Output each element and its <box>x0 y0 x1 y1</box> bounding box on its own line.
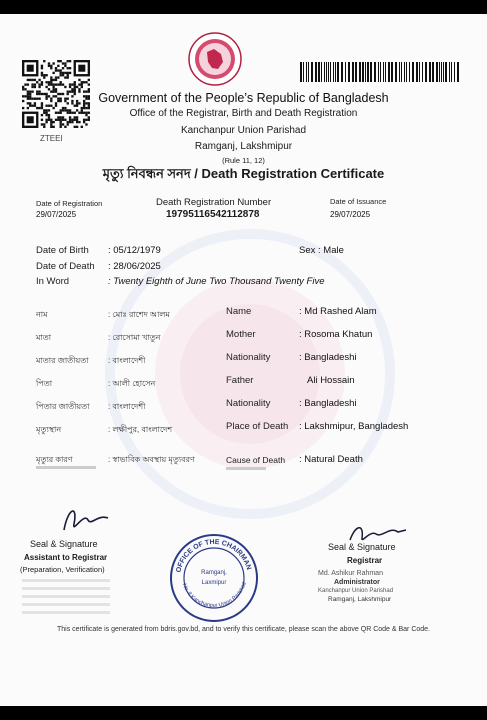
row-mother-nationality-label: Nationality <box>226 352 271 363</box>
right-place: Ramganj, Lakshmipur <box>328 596 392 603</box>
row-cause-bn-label: মৃত্যুর কারণ <box>36 455 73 464</box>
left-note: (Preparation, Verification) <box>20 565 105 574</box>
union-heading: Kanchanpur Union Parishad <box>180 125 307 136</box>
faint-sub-note <box>226 467 266 470</box>
dob-label: Date of Birth <box>36 245 89 256</box>
footer-note: This certificate is generated from bdris.gov.bd, and to verify this certificate, please scan the above QR Code & Bar Code. <box>57 626 430 633</box>
qr-caption: ZTEEI <box>40 134 63 143</box>
row-mother-bn-value: : রোসোমা খাতুন <box>108 333 161 342</box>
row-father-nationality-value: : Bangladeshi <box>299 398 357 409</box>
official-seal-icon <box>168 532 260 624</box>
registration-number-value: 19795116542112878 <box>166 209 260 220</box>
row-father-nationality-bn-value: : বাংলাদেশী <box>108 402 146 411</box>
government-heading: Government of the People’s Republic of Bangladesh <box>98 91 389 105</box>
seal-line-2: Laxmipur <box>201 580 227 586</box>
right-role: Registrar <box>347 556 383 565</box>
row-father-nationality-label: Nationality <box>226 398 271 409</box>
certificate-page <box>0 14 487 706</box>
rule-reference: (Rule 11, 12) <box>222 156 265 165</box>
sex-value: Sex : Male <box>299 245 344 256</box>
row-name-value: : Md Rashed Alam <box>299 306 377 317</box>
row-cause-bn-value: : স্বাভাবিক অবস্থায় মৃত্যুবরণ <box>108 455 195 464</box>
row-cause-value: : Natural Death <box>299 454 363 465</box>
row-name-bn-value: : মোঃ রাশেদ আলম <box>108 310 170 319</box>
faint-sub-note <box>36 466 96 469</box>
certificate-title: মৃত্যু নিবন্ধন সনদ / Death Registration Certificate <box>102 166 385 181</box>
registration-date-label: Date of Registration <box>36 199 103 208</box>
government-emblem-icon <box>188 32 242 86</box>
left-signature-icon <box>58 502 114 538</box>
office-heading: Office of the Registrar, Birth and Death Registration <box>129 108 358 119</box>
row-cause-label: Cause of Death <box>226 455 286 465</box>
row-name-bn-label: নাম <box>36 310 48 319</box>
row-place-bn-value: : লক্ষীপুর, বাংলাদেশ <box>108 425 173 434</box>
row-mother-nationality-value: : Bangladeshi <box>299 352 357 363</box>
row-father-label: Father <box>226 375 254 386</box>
dod-value: : 28/06/2025 <box>108 261 161 272</box>
right-union: Kanchanpur Union Parishad <box>318 588 394 594</box>
row-place-bn-label: মৃত্যুস্থান <box>36 425 62 434</box>
row-father-bn-value: : আলী হোসেন <box>108 379 156 388</box>
left-seal-label: Seal & Signature <box>30 539 98 549</box>
faded-stamp-text <box>22 579 110 619</box>
seal-ring-bottom-text: No. 8 Kanchanpur Union Parishad <box>180 581 248 609</box>
barcode-icon <box>300 62 462 82</box>
row-father-value: Ali Hossain <box>307 375 355 386</box>
row-father-bn-label: পিতা <box>36 379 53 388</box>
row-mother-nationality-bn-label: মাতার জাতীয়তা <box>36 356 89 365</box>
dob-value: : 05/12/1979 <box>108 245 161 256</box>
registration-date-value: 29/07/2025 <box>36 210 77 219</box>
inword-label: In Word <box>36 276 70 287</box>
row-mother-value: : Rosoma Khatun <box>299 329 373 340</box>
dod-label: Date of Death <box>36 261 95 272</box>
registration-number-label: Death Registration Number <box>156 197 272 208</box>
row-mother-bn-label: মাতা <box>36 333 52 342</box>
row-father-nationality-bn-label: পিতার জাতীয়তা <box>36 402 90 411</box>
issuance-date-value: 29/07/2025 <box>330 210 371 219</box>
row-mother-label: Mother <box>226 329 256 340</box>
issuance-date-label: Date of Issuance <box>330 197 387 206</box>
seal-ring-text: OFFICE OF THE CHAIRMAN <box>175 538 252 574</box>
inword-value: : Twenty Eighth of June Two Thousand Twenty Five <box>108 276 325 287</box>
row-name-label: Name <box>226 306 252 317</box>
left-role: Assistant to Registrar <box>24 553 108 562</box>
right-seal-label: Seal & Signature <box>328 542 396 552</box>
seal-line-1: Ramganj, <box>201 570 227 576</box>
place-heading: Ramganj, Lakshmipur <box>194 141 293 152</box>
row-place-label: Place of Death <box>226 421 289 432</box>
row-place-value: : Lakshmipur, Bangladesh <box>299 421 409 432</box>
right-name: Md. Ashikur Rahman <box>318 570 383 577</box>
right-title: Administrator <box>334 579 380 586</box>
row-mother-nationality-bn-value: : বাংলাদেশী <box>108 356 146 365</box>
